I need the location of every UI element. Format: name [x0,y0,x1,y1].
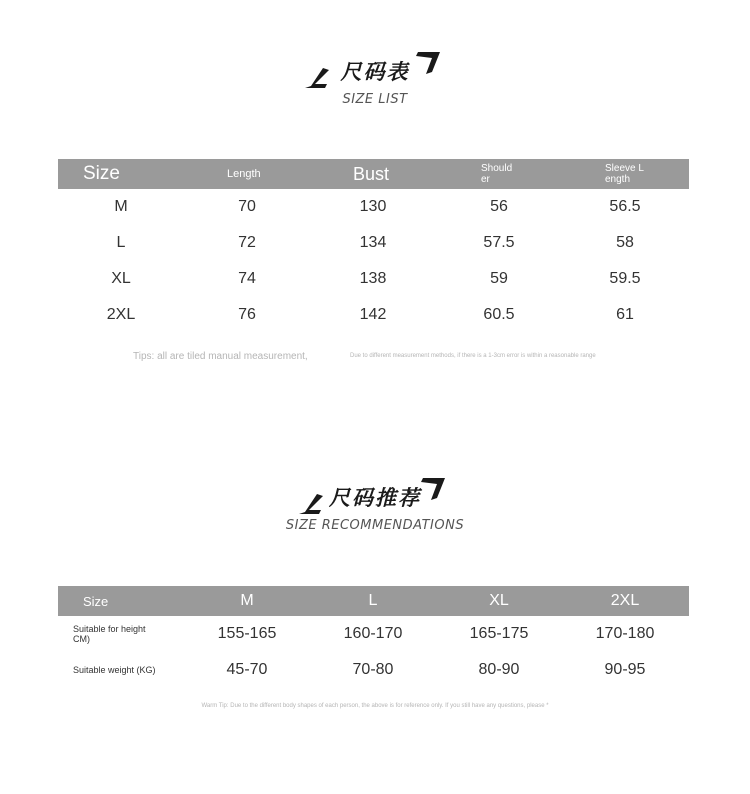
table-cell: 165-175 [469,625,529,642]
table-cell: 155-165 [217,625,277,642]
table-row [58,652,689,688]
size-list-header-bust: Bust [353,163,390,184]
size-list-title-wrap [341,56,410,86]
size-list-heading [0,56,750,107]
table-cell: 72 [238,234,256,251]
size-rec-title-cn: 尺码推荐 [329,486,421,510]
size-list-header-sleeve: Sleeve L ength [605,163,644,185]
size-rec-warm-tip: Warm Tip: Due to the different body shapes of each person, the above is for reference only. If you still have any questions, please * [201,703,549,709]
table-cell: 138 [359,270,387,287]
size-list-tip-right: Due to different measurement methods, if there is a 1-3cm error is within a reasonable range [350,353,596,359]
table-cell: 45-70 [226,661,268,678]
left-bracket-icon [303,66,333,92]
table-cell: 142 [359,306,387,323]
table-cell: 90-95 [604,661,646,678]
size-list-header-size: Size [83,163,120,184]
table-cell: 80-90 [478,661,520,678]
table-cell: 70 [238,198,256,215]
table-row [58,189,689,225]
table-cell: 59.5 [609,270,641,287]
size-rec-header-l: L [368,592,378,609]
table-row [58,261,689,297]
size-rec-header-m: M [240,592,254,609]
table-cell: 2XL [106,306,136,323]
table-row [58,616,689,652]
row-label: Suitable for height CM) [73,624,146,644]
left-bracket-icon [297,492,327,518]
table-cell: XL [111,270,131,287]
table-cell: 59 [490,270,508,287]
size-list-table [58,159,689,333]
table-cell: 58 [616,234,634,251]
size-list-tip-left: Tips: all are tiled manual measurement, [133,351,308,362]
size-rec-header-xl: XL [489,592,509,609]
table-cell: 170-180 [595,625,655,642]
size-rec-header-2xl: 2XL [610,592,640,609]
table-cell: 57.5 [483,234,515,251]
table-cell: 160-170 [343,625,403,642]
table-cell: L [116,234,126,251]
table-cell: 61 [616,306,634,323]
size-list-title-cn: 尺码表 [340,60,410,84]
table-cell: 134 [359,234,387,251]
table-cell: M [114,198,128,215]
table-cell: 74 [238,270,256,287]
size-list-title-en: SIZE LIST [342,92,408,107]
table-cell: 60.5 [483,306,515,323]
table-cell: 76 [238,306,256,323]
table-cell: 56.5 [609,198,641,215]
row-label: Suitable weight (KG) [73,665,156,675]
size-rec-title-wrap [329,482,421,512]
size-rec-header-row [58,586,689,616]
right-bracket-icon [419,476,449,502]
size-list-header-length: Length [227,168,261,180]
table-cell: 130 [359,198,387,215]
table-cell: 56 [490,198,508,215]
size-rec-header-size: Size [83,593,109,609]
right-bracket-icon [414,50,444,76]
table-row [58,225,689,261]
size-rec-heading [0,482,750,533]
table-cell: 70-80 [352,661,394,678]
size-rec-table [58,586,689,688]
table-row [58,297,689,333]
size-list-header-row [58,159,689,189]
size-list-header-shoulder: Should er [481,163,513,185]
size-rec-title-en: SIZE RECOMMENDATIONS [285,518,465,533]
